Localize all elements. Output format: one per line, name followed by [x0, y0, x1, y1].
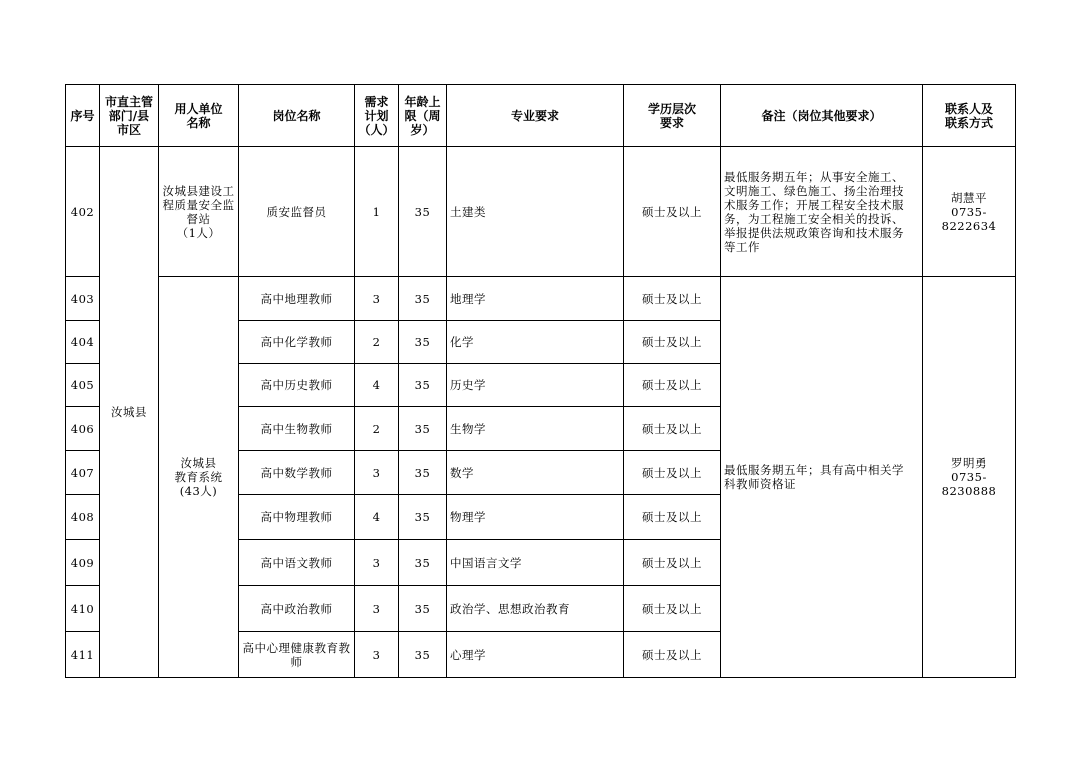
header-contact: 联系人及 联系方式 [923, 85, 1016, 147]
cell-plan: 3 [355, 540, 399, 586]
cell-major: 政治学、思想政治教育 [447, 586, 624, 632]
cell-no: 408 [66, 495, 100, 540]
cell-edu: 硕士及以上 [624, 540, 721, 586]
cell-note: 最低服务期五年；具有高中相关学 科教师资格证 [721, 277, 923, 678]
cell-post: 高中地理教师 [239, 277, 355, 321]
cell-edu: 硕士及以上 [624, 451, 721, 495]
cell-age: 35 [399, 321, 447, 364]
cell-no: 405 [66, 364, 100, 407]
cell-plan: 3 [355, 451, 399, 495]
cell-age: 35 [399, 495, 447, 540]
cell-dept: 汝城县 [100, 147, 159, 678]
cell-major: 历史学 [447, 364, 624, 407]
cell-post: 质安监督员 [239, 147, 355, 277]
cell-age: 35 [399, 277, 447, 321]
cell-major: 心理学 [447, 632, 624, 678]
cell-edu: 硕士及以上 [624, 147, 721, 277]
cell-plan: 2 [355, 407, 399, 451]
cell-age: 35 [399, 147, 447, 277]
cell-age: 35 [399, 586, 447, 632]
cell-major: 数学 [447, 451, 624, 495]
cell-plan: 1 [355, 147, 399, 277]
header-age: 年龄上 限（周 岁） [399, 85, 447, 147]
cell-contact: 罗明勇 0735-8230888 [923, 277, 1016, 678]
header-row [66, 85, 1016, 147]
cell-no: 404 [66, 321, 100, 364]
cell-post: 高中数学教师 [239, 451, 355, 495]
cell-plan: 3 [355, 277, 399, 321]
cell-post: 高中生物教师 [239, 407, 355, 451]
cell-edu: 硕士及以上 [624, 586, 721, 632]
cell-no: 402 [66, 147, 100, 277]
cell-major: 土建类 [447, 147, 624, 277]
recruitment-table [65, 84, 1016, 678]
table-row [66, 277, 1016, 321]
table-row [66, 147, 1016, 277]
cell-edu: 硕士及以上 [624, 277, 721, 321]
cell-major: 生物学 [447, 407, 624, 451]
cell-no: 403 [66, 277, 100, 321]
cell-age: 35 [399, 407, 447, 451]
cell-plan: 2 [355, 321, 399, 364]
cell-age: 35 [399, 451, 447, 495]
cell-edu: 硕士及以上 [624, 407, 721, 451]
cell-plan: 4 [355, 495, 399, 540]
cell-age: 35 [399, 540, 447, 586]
cell-edu: 硕士及以上 [624, 632, 721, 678]
cell-unit: 汝城县建设工 程质量安全监 督站 （1人） [159, 147, 239, 277]
cell-edu: 硕士及以上 [624, 321, 721, 364]
header-major: 专业要求 [447, 85, 624, 147]
cell-no: 407 [66, 451, 100, 495]
cell-plan: 3 [355, 632, 399, 678]
cell-age: 35 [399, 364, 447, 407]
cell-post: 高中历史教师 [239, 364, 355, 407]
header-note: 备注（岗位其他要求） [721, 85, 923, 147]
cell-plan: 4 [355, 364, 399, 407]
header-post: 岗位名称 [239, 85, 355, 147]
cell-plan: 3 [355, 586, 399, 632]
cell-post: 高中政治教师 [239, 586, 355, 632]
cell-edu: 硕士及以上 [624, 495, 721, 540]
cell-note: 最低服务期五年；从事安全施工、 文明施工、绿色施工、扬尘治理技 术服务工作；开展工程安全技术服 务，为工程施工安全相关的投诉、 举报提供法规政策咨询和技术服务 等工作 [721, 147, 923, 277]
cell-no: 410 [66, 586, 100, 632]
header-no: 序号 [66, 85, 100, 147]
cell-no: 409 [66, 540, 100, 586]
cell-major: 物理学 [447, 495, 624, 540]
cell-post: 高中化学教师 [239, 321, 355, 364]
cell-major: 地理学 [447, 277, 624, 321]
header-dept: 市直主管 部门/县 市区 [100, 85, 159, 147]
cell-age: 35 [399, 632, 447, 678]
cell-unit: 汝城县 教育系统 (43人) [159, 277, 239, 678]
cell-post: 高中语文教师 [239, 540, 355, 586]
header-edu: 学历层次 要求 [624, 85, 721, 147]
cell-major: 中国语言文学 [447, 540, 624, 586]
header-plan: 需求 计划 （人） [355, 85, 399, 147]
cell-no: 406 [66, 407, 100, 451]
cell-no: 411 [66, 632, 100, 678]
cell-edu: 硕士及以上 [624, 364, 721, 407]
header-unit: 用人单位 名称 [159, 85, 239, 147]
cell-post: 高中心理健康教育教师 [239, 632, 355, 678]
cell-post: 高中物理教师 [239, 495, 355, 540]
cell-contact: 胡慧平 0735-8222634 [923, 147, 1016, 277]
cell-major: 化学 [447, 321, 624, 364]
